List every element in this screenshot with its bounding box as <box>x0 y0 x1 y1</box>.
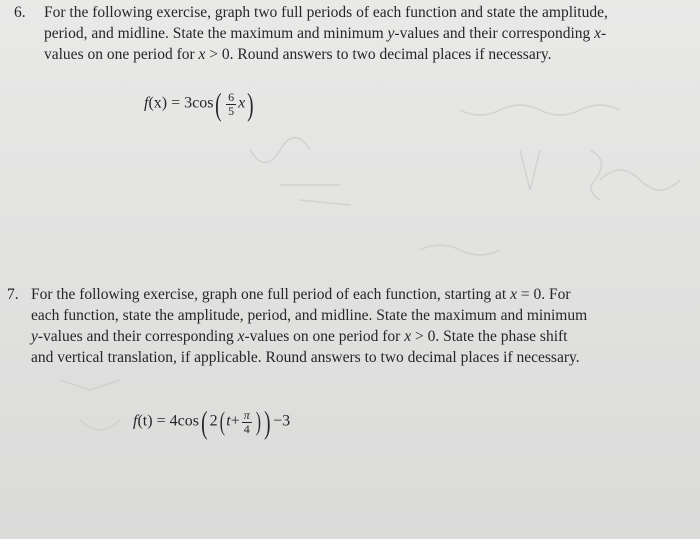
problem-text-line: values on one period for x > 0. Round answers to two decimal places if necessary. <box>44 46 552 63</box>
problem-text-line: and vertical translation, if applicable. Round answers to two decimal places if necessary. <box>31 349 580 366</box>
problem-text-line: y-values and their corresponding x-values on one period for x > 0. State the phase shift <box>31 328 568 345</box>
problem-number: 7. <box>7 286 19 303</box>
problem-text-line: For the following exercise, graph two full periods of each function and state the amplitude, <box>44 4 608 21</box>
problem-6 <box>14 2 694 122</box>
problem-text-line: period, and midline. State the maximum and minimum y-values and their corresponding x- <box>44 25 607 42</box>
fraction: $\frac{\pi}{4}$ <box>243 407 250 436</box>
problem-7-formula: f(t) = 4cos( 2( t+ $\frac{\pi}{4}$ ) ) −3 <box>133 404 291 440</box>
problem-6-formula: f(x) = 3cos( $\frac{6}{5}$ x) <box>144 86 254 122</box>
problem-text-line: each function, state the amplitude, period, and midline. State the maximum and minimum <box>31 307 588 324</box>
problem-text-line: For the following exercise, graph one full period of each function, starting at x = 0. For <box>31 286 571 303</box>
fraction: $\frac{6}{5}$ <box>228 89 235 118</box>
problem-number: 6. <box>14 4 26 21</box>
problem-7 <box>7 284 695 454</box>
